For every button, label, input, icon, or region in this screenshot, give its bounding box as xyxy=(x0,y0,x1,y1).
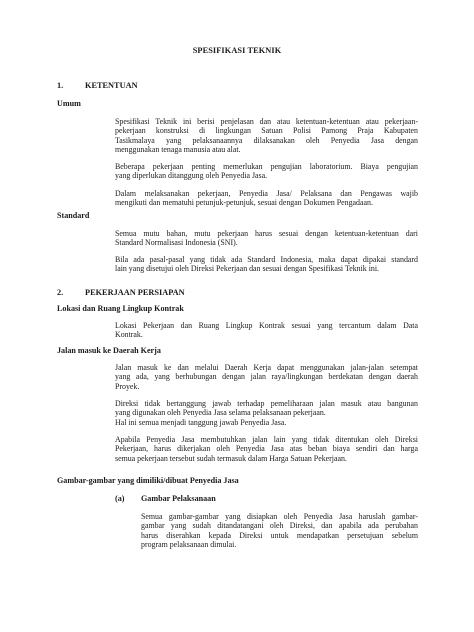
paragraph-line: menggunakan tenaga manusia atau alat. xyxy=(115,144,241,154)
paragraph-line: gambar yang sudah ditandatangani oleh Direksi, dan apabila ada perubahan xyxy=(141,521,418,531)
paragraph-line: yang ada, yang berhubungan dengan jalan raya/lingkungan berdekatan dengan daerah xyxy=(115,372,418,382)
paragraph-line: Apabila Penyedia Jasa membutuhkan jalan lain yang tidak ditentukan oleh Direksi xyxy=(115,435,418,444)
document-title: SPESIFIKASI TEKNIK xyxy=(192,46,282,55)
paragraph-line: Jalan masuk ke dan melalui Daerah Kerja dapat menggunakan jalan-jalan setempat xyxy=(115,363,418,372)
paragraph-standard-2 xyxy=(115,255,418,274)
paragraph-line: Spesifikasi Teknik ini berisi penjelasan dan atau ketentuan-ketentuan atau pekerjaan- xyxy=(115,117,418,126)
paragraph-line: Hal ini semua menjadi tanggung jawab Penyedia Jasa. xyxy=(115,417,287,427)
paragraph-gambar-1 xyxy=(141,512,418,549)
paragraph-line: Proyek. xyxy=(115,381,140,391)
paragraph-line: Semua gambar-gambar yang disiapkan oleh Penyedia Jasa haruslah gambar- xyxy=(141,512,418,521)
paragraph-line: Bila ada pasal-pasal yang tidak ada Standard Indonesia, maka dapat dipakai standard xyxy=(115,255,418,264)
paragraph-umum-3 xyxy=(115,189,418,208)
paragraph-line: pekerjaan konstruksi di lingkungan Satuan Polisi Pamong Praja Kabupaten xyxy=(115,126,418,136)
paragraph-umum-1 xyxy=(115,117,418,154)
paragraph-jalan-2 xyxy=(115,399,418,427)
paragraph-line: Direksi tidak bertanggung jawab terhadap pemeliharaan jalan masuk atau bangunan xyxy=(115,399,418,408)
paragraph-line: yang digunakan oleh Penyedia Jasa selama pelaksanaan pekerjaan. xyxy=(115,408,326,418)
section-2-number: 2. xyxy=(57,288,64,297)
paragraph-lokasi-1 xyxy=(115,321,418,340)
section-2-title: PEKERJAAN PERSIAPAN xyxy=(85,288,185,297)
paragraph-line: program pelaksanaan dimulai. xyxy=(141,539,237,549)
paragraph-line: semua pekerjaan tersebut sudah termasuk dalam Harga Satuan Pekerjaan. xyxy=(115,453,347,463)
paragraph-line: Semua mutu bahan, mutu pekerjaan harus sesuai dengan ketentuan-ketentuan dari xyxy=(115,229,418,238)
section-1-title: KETENTUAN xyxy=(85,81,138,90)
paragraph-line: yang diperlukan ditanggung oleh Penyedia Jasa. xyxy=(115,171,268,181)
heading-lokasi: Lokasi dan Ruang Lingkup Kontrak xyxy=(57,304,184,313)
paragraph-standard-1 xyxy=(115,229,418,248)
paragraph-line: Kontrak. xyxy=(115,330,143,340)
paragraph-line: Dalam melaksanakan pekerjaan, Penyedia Jasa/ Pelaksana dan Pengawas wajib xyxy=(115,189,418,198)
sub-item-label: (a) xyxy=(115,494,125,503)
heading-umum: Umum xyxy=(57,99,81,108)
paragraph-line: Pekerjaan, harus dikerjakan oleh Penyedia Jasa atas beban biaya sendiri dan harga xyxy=(115,444,418,454)
heading-jalan-masuk: Jalan masuk ke Daerah Kerja xyxy=(57,346,161,355)
paragraph-umum-2 xyxy=(115,162,418,181)
paragraph-line: harus diserahkan kepada Direksi untuk mendapatkan persetujuan sebelum xyxy=(141,530,418,540)
paragraph-jalan-1 xyxy=(115,363,418,391)
heading-gambar: Gambar-gambar yang dimiliki/dibuat Penyedia Jasa xyxy=(57,476,239,485)
paragraph-line: Beberapa pekerjaan penting memerlukan pengujian laboratorium. Biaya pengujian xyxy=(115,162,418,171)
paragraph-jalan-3 xyxy=(115,435,418,463)
paragraph-line: lain yang disetujui oleh Direksi Pekerjaan dan sesuai dengan Spesifikasi Teknik ini. xyxy=(115,264,380,274)
paragraph-line: Tasikmalaya yang pelaksanaannya dilaksanakan oleh Penyedia Jasa dengan xyxy=(115,135,418,145)
heading-standard: Standard xyxy=(57,211,90,220)
paragraph-line: Lokasi Pekerjaan dan Ruang Lingkup Kontrak sesuai yang tercantum dalam Data xyxy=(115,321,418,330)
heading-gambar-pelaksanaan: Gambar Pelaksanaan xyxy=(141,494,216,503)
paragraph-line: mengikuti dan mematuhi petunjuk-petunjuk, sesuai dengan Dokumen Pengadaan. xyxy=(115,198,373,208)
paragraph-line: Standard Normalisasi Indonesia (SNI). xyxy=(115,238,238,248)
section-1-number: 1. xyxy=(57,81,64,90)
